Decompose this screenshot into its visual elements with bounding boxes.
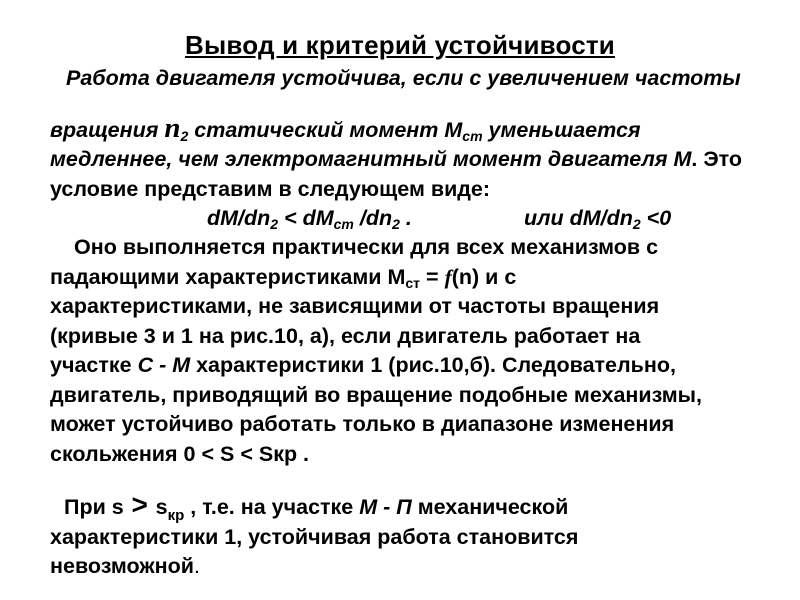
text-line: двигатель, приводящий во вращение подобные механизмы, [50,382,703,407]
text-line: может устойчиво работать только в диапазоне изменения [50,412,675,436]
paragraph-unstable-region [50,490,780,582]
text-line: скольжения 0 < S < Sкр . [50,441,310,466]
text-line: участке С - М характеристики 1 (рис.10,б). Следовательно, [50,353,676,377]
text-line: Работа двигателя устойчива, если с увеличением частоты [66,66,741,90]
text-line: Оно выполняется практически для всех механизмов с [74,235,659,259]
text-line: характеристиками, не зависящими от частоты вращения [50,294,660,318]
text-line: условие представим в следующем виде: [50,176,491,201]
text-line: невозможной. [50,554,200,578]
n-symbol: n [164,111,181,144]
text-line: падающими характеристиками $M_{ст} = f(n)$ и с [50,264,517,291]
text-line: характеристики 1, устойчивая работа становится [50,524,579,549]
formula-line [50,204,780,234]
text-line: При $s > s_{кр}$ , т.е. на участке М - П механической [64,489,569,524]
formula-alternative: или $dM/dn_2 <0$ [524,206,672,232]
text-line: медленнее, чем электромагнитный момент двигателя M. Это [50,147,743,171]
page-title: Вывод и критерий устойчивости [184,30,615,60]
text-line: (кривые 3 и 1 на рис.10, а), если двигатель работает на [50,323,641,348]
paragraph-mechanisms [50,233,780,469]
text-line: вращения $n_2$ статический момент $M_{ст}$ уменьшается [50,111,641,144]
formula-inequality: $dM/dn_2 < dM_{ст}$ $/dn_2$ . [207,206,412,232]
paragraph-stability-condition [50,64,780,234]
